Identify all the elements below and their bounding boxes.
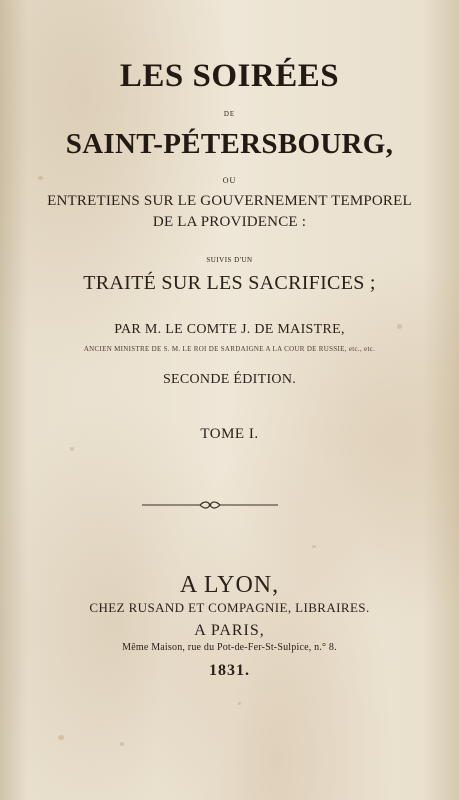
author-line: PAR M. LE COMTE J. DE MAISTRE, <box>114 322 345 337</box>
foxing-spot <box>238 702 241 705</box>
edition-label: SECONDE ÉDITION. <box>162 372 297 387</box>
imprint-city-lyon: A LYON, <box>179 572 280 598</box>
subtitle-line-2: DE LA PROVIDENCE : <box>152 214 307 230</box>
volume-label: TOME I. <box>200 426 259 442</box>
imprint-address: Même Maison, rue du Pot-de-Fer-St-Sulpice, n.° 8. <box>122 642 337 653</box>
foxing-spot <box>312 545 316 548</box>
foxing-spot <box>70 447 74 451</box>
title-connector: DE <box>223 110 236 118</box>
book-title: LES SOIRÉES <box>119 58 340 94</box>
subtitle-connector: OU <box>222 176 237 185</box>
imprint-city-paris: A PARIS, <box>194 622 265 639</box>
imprint-publisher: CHEZ RUSAND ET COMPAGNIE, LIBRAIRES. <box>89 600 370 615</box>
foxing-spot <box>58 735 64 740</box>
subtitle-line-1: ENTRETIENS SUR LE GOUVERNEMENT TEMPOREL <box>47 193 412 209</box>
ornamental-rule <box>140 500 280 510</box>
treatise-title: TRAITÉ SUR LES SACRIFICES ; <box>83 272 376 294</box>
followed-by-label: SUIVIS D'UN <box>206 256 253 264</box>
author-credentials: ANCIEN MINISTRE DE S. M. LE ROI DE SARDAIGNE A LA COUR DE RUSSIE, etc., etc. <box>83 345 376 353</box>
publication-year: 1831. <box>209 662 250 679</box>
book-title-place: SAINT-PÉTERSBOURG, <box>65 128 394 160</box>
foxing-spot <box>120 742 124 746</box>
